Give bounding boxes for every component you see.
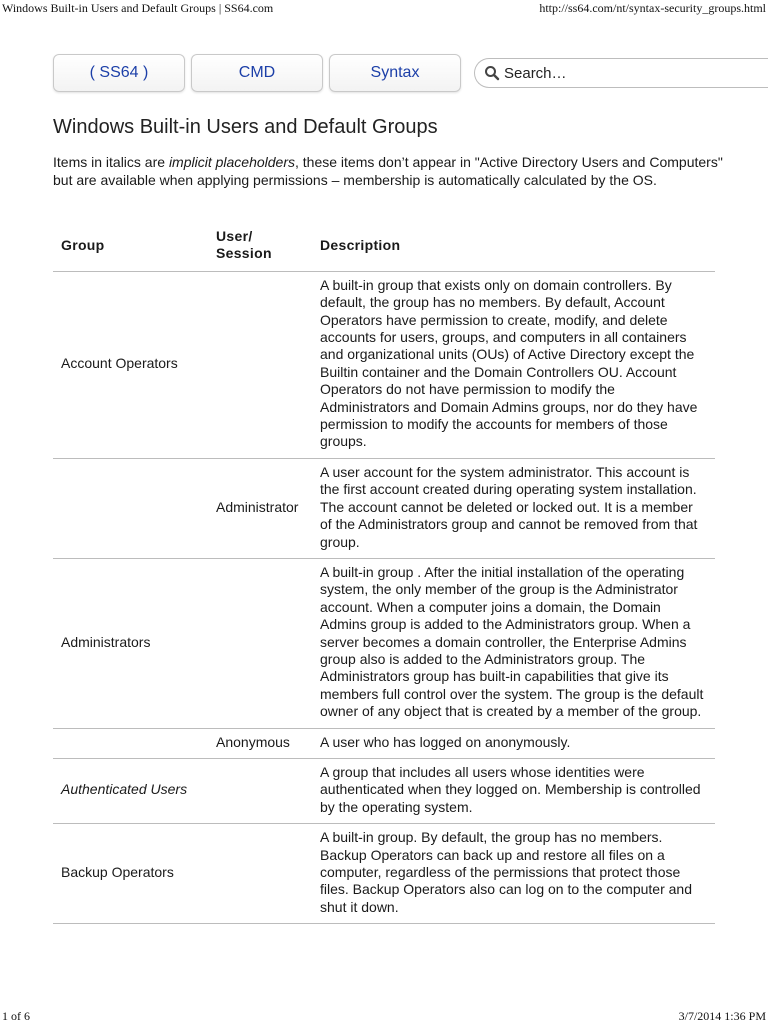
header-group: Group (53, 222, 208, 271)
row-user: Administrator (208, 458, 312, 558)
print-header (0, 0, 768, 16)
intro-italic-term: implicit placeholders (168, 154, 295, 170)
row-description: A group that includes all users whose identities were authenticated when they logged on. Membership is controlled by the operating system. (312, 758, 715, 823)
row-description: A built-in group that exists only on domain controllers. By default, the group has no members. By default, Account Operators have permission to create, modify, and delete accounts for users, groups, and computers in all containers and organizational units (OUs) of Active Directory except the Builtin container and the Domain Controllers OU. Account Operators do not have permission to modify the Administrators and Domain Admins groups, nor do they have permission to modify the accounts for members of those groups. (312, 271, 715, 458)
row-group: Administrators (53, 558, 208, 728)
search-icon (484, 65, 500, 81)
print-datetime: 3/7/2014 1:36 PM (678, 1009, 766, 1023)
row-description: A built-in group . After the initial installation of the operating system, the only member of the group is the Administrator account. When a computer joins a domain, the Domain Admins group is added to the Administrators group. When a server becomes a domain controller, the Enterprise Admins group also is added to the Administrators group. The Administrators group has built-in capabilities that give its members full control over the system. The group is the default owner of any object that is created by a member of the group. (312, 558, 715, 728)
table-row (53, 271, 715, 458)
row-group: Authenticated Users (53, 758, 208, 823)
print-header-url: http://ss64.com/nt/syntax-security_groups.html (539, 1, 766, 15)
search-box[interactable] (474, 58, 768, 88)
row-user (208, 558, 312, 728)
header-user-line1: User/ (216, 228, 253, 244)
table-row (53, 824, 715, 924)
header-user-session (208, 222, 312, 271)
row-user: Anonymous (208, 728, 312, 758)
intro-text-after: , these items don’t appear in "Active Directory Users and Computers" but are available when applying permissions – membership is automatically calculated by the OS. (53, 154, 723, 188)
table-row (53, 728, 715, 758)
table-row (53, 558, 715, 728)
cmd-button[interactable]: CMD (191, 54, 323, 92)
row-group: Backup Operators (53, 824, 208, 924)
row-group: Account Operators (53, 271, 208, 458)
row-description: A user who has logged on anonymously. (312, 728, 715, 758)
row-user (208, 271, 312, 458)
page-title: Windows Built-in Users and Default Groups (53, 116, 438, 138)
row-user (208, 758, 312, 823)
nav-bar (53, 54, 768, 92)
ss64-home-button[interactable]: ( SS64 ) (53, 54, 185, 92)
header-description: Description (312, 222, 715, 271)
print-footer (0, 1008, 768, 1024)
syntax-button[interactable]: Syntax (329, 54, 461, 92)
row-description: A user account for the system administrator. This account is the first account created during operating system installation. The account cannot be deleted or locked out. It is a member of the Administrators group and cannot be removed from that group. (312, 458, 715, 558)
row-description: A built-in group. By default, the group has no members. Backup Operators can back up and restore all files on a computer, regardless of the permissions that protect those files. Backup Operators also can log on to the computer and shut it down. (312, 824, 715, 924)
groups-table (53, 222, 715, 924)
intro-paragraph (53, 153, 723, 189)
row-group (53, 458, 208, 558)
row-user (208, 824, 312, 924)
row-group (53, 728, 208, 758)
header-user-line2: Session (216, 245, 272, 262)
print-header-title: Windows Built-in Users and Default Groups | SS64.com (2, 1, 274, 15)
table-row (53, 458, 715, 558)
page-number: 1 of 6 (2, 1009, 30, 1023)
table-header-row (53, 222, 715, 271)
search-input[interactable] (504, 65, 754, 82)
intro-text-before: Items in italics are (53, 154, 169, 170)
table-row (53, 758, 715, 823)
